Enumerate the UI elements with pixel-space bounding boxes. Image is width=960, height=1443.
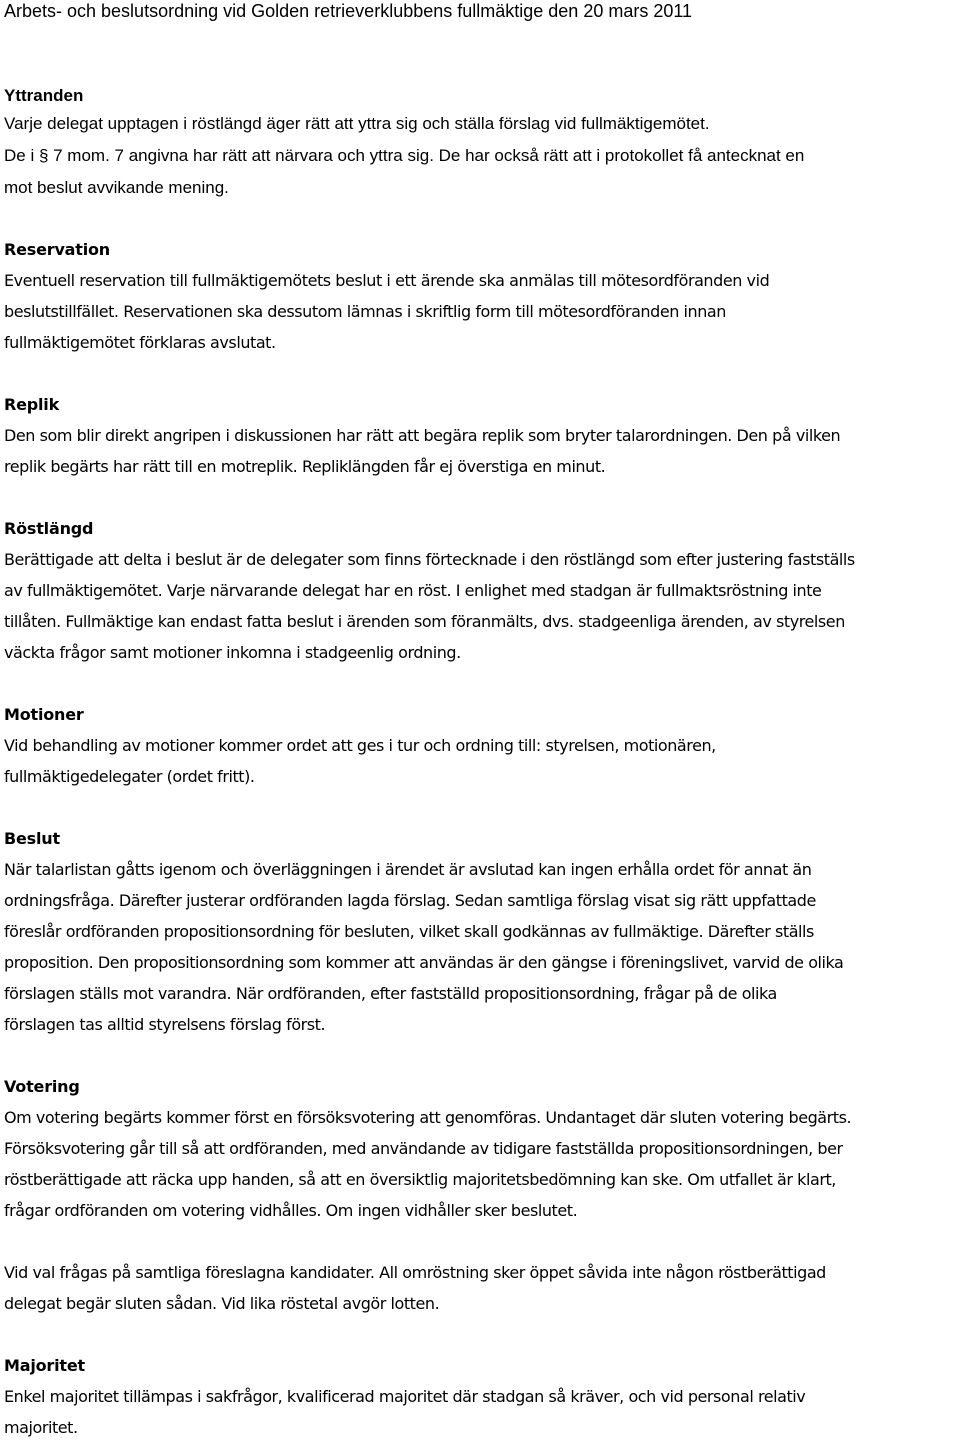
section-heading-reservation: Reservation	[4, 240, 110, 259]
section-rostlangd	[4, 513, 958, 668]
paragraph-line: av fullmäktigemötet. Varje närvarande delegat har en röst. I enlighet med stadgan är fullmaktsröstning inte	[4, 581, 822, 600]
section-yttranden	[4, 84, 958, 204]
document-page	[4, 0, 958, 1443]
document-title: Arbets- och beslutsordning vid Golden retrieverklubbens fullmäktige den 20 mars 2011	[4, 1, 693, 21]
paragraph-line: fullmäktigedelegater (ordet fritt).	[4, 767, 255, 786]
paragraph-line: delegat begär sluten sådan. Vid lika röstetal avgör lotten.	[4, 1294, 440, 1313]
paragraph-line: Den som blir direkt angripen i diskussionen har rätt att begära replik som bryter talarordningen. Den på vilken	[4, 426, 841, 445]
section-beslut	[4, 823, 958, 1040]
section-reservation	[4, 234, 958, 358]
section-replik	[4, 389, 958, 482]
section-majoritet	[4, 1350, 958, 1443]
paragraph-line: mot beslut avvikande mening.	[4, 178, 229, 197]
section-heading-rostlangd: Röstlängd	[4, 519, 94, 538]
paragraph-line: tillåten. Fullmäktige kan endast fatta beslut i ärenden som föranmälts, dvs. stadgeenliga ärenden, av styrelsen	[4, 612, 845, 631]
paragraph-line: ordningsfråga. Därefter justerar ordföranden lagda förslag. Sedan samtliga förslag visat sig rätt uppfattade	[4, 891, 816, 910]
paragraph-line: De i § 7 mom. 7 angivna har rätt att närvara och yttra sig. De har också rätt att i protokollet få antecknat en	[4, 146, 805, 165]
paragraph-line: väckta frågor samt motioner inkomna i stadgeenlig ordning.	[4, 643, 461, 662]
paragraph-line: majoritet.	[4, 1418, 78, 1437]
section-motioner	[4, 699, 958, 792]
section-heading-yttranden: Yttranden	[4, 86, 84, 105]
paragraph-line: Om votering begärts kommer först en försöksvotering att genomföras. Undantaget där sluten votering begärts.	[4, 1108, 852, 1127]
paragraph-line: förslagen tas alltid styrelsens förslag först.	[4, 1015, 326, 1034]
section-val	[4, 1257, 958, 1319]
section-heading-votering: Votering	[4, 1077, 80, 1096]
paragraph-line: Berättigade att delta i beslut är de delegater som finns förtecknade i den röstlängd som efter justering fastställs	[4, 550, 855, 569]
paragraph-line: Vid behandling av motioner kommer ordet att ges i tur och ordning till: styrelsen, motionären,	[4, 736, 716, 755]
paragraph-line: Enkel majoritet tillämpas i sakfrågor, kvalificerad majoritet där stadgan så kräver, och vid personal relativ	[4, 1387, 806, 1406]
section-heading-motioner: Motioner	[4, 705, 84, 724]
paragraph-line: föreslår ordföranden propositionsordning för besluten, vilket skall godkännas av fullmäktige. Därefter ställs	[4, 922, 814, 941]
paragraph-line: replik begärts har rätt till en motreplik. Repliklängden får ej överstiga en minut.	[4, 457, 606, 476]
section-heading-replik: Replik	[4, 395, 60, 414]
paragraph-line: fullmäktigemötet förklaras avslutat.	[4, 333, 276, 352]
paragraph-line: beslutstillfället. Reservationen ska dessutom lämnas i skriftlig form till mötesordföranden innan	[4, 302, 726, 321]
section-heading-majoritet: Majoritet	[4, 1356, 85, 1375]
paragraph-line: proposition. Den propositionsordning som kommer att användas är den gängse i föreningslivet, varvid de olika	[4, 953, 844, 972]
paragraph-line: Varje delegat upptagen i röstlängd äger rätt att yttra sig och ställa förslag vid fullmäktigemötet.	[4, 114, 710, 133]
paragraph-line: frågar ordföranden om votering vidhålles. Om ingen vidhåller sker beslutet.	[4, 1201, 578, 1220]
paragraph-line: När talarlistan gåtts igenom och överläggningen i ärendet är avslutad kan ingen erhålla ordet för annat än	[4, 860, 812, 879]
paragraph-line: röstberättigade att räcka upp handen, så att en översiktlig majoritetsbedömning kan ske. Om utfallet är klart,	[4, 1170, 836, 1189]
section-heading-beslut: Beslut	[4, 829, 60, 848]
paragraph-line: Vid val frågas på samtliga föreslagna kandidater. All omröstning sker öppet såvida inte någon röstberättigad	[4, 1263, 826, 1282]
paragraph-line: Eventuell reservation till fullmäktigemötets beslut i ett ärende ska anmälas till mötesordföranden vid	[4, 271, 770, 290]
section-votering	[4, 1071, 958, 1226]
paragraph-line: förslagen ställs mot varandra. När ordföranden, efter fastställd propositionsordning, frågar på de olika	[4, 984, 777, 1003]
paragraph-line: Försöksvotering går till så att ordföranden, med användande av tidigare fastställda propositionsordningen, ber	[4, 1139, 843, 1158]
